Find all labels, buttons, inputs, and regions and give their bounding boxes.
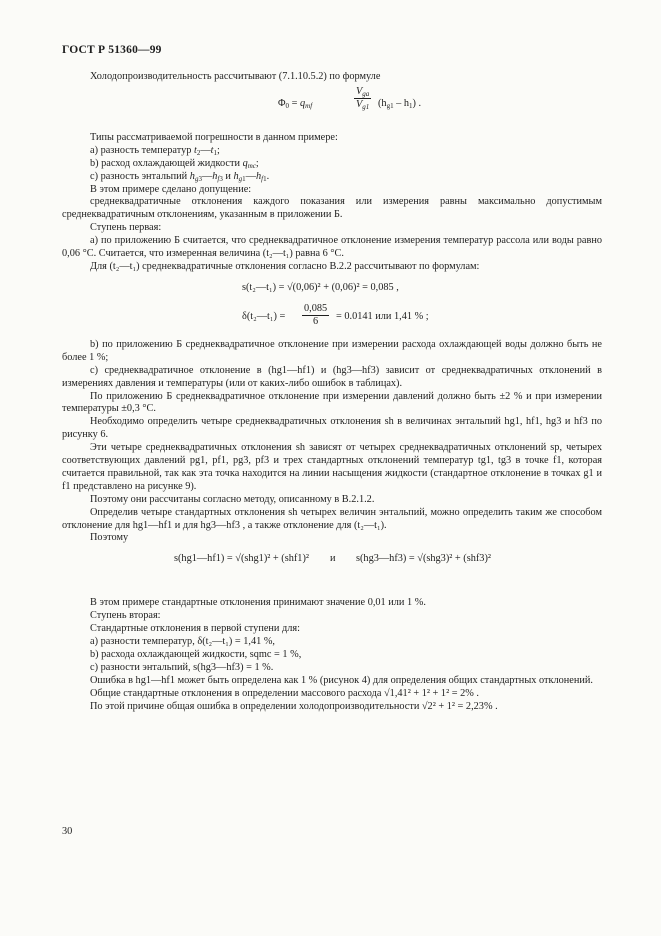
formula-rest3: ) . (412, 97, 422, 109)
step1-for-text: Для (t₂—t₁) среднеквадратичные отклонения согласно В.2.2 рассчитывают по формулам: (90, 260, 480, 272)
step2-intro: Стандартные отклонения в первой ступени для: (90, 623, 300, 635)
document-header: ГОСТ Р 51360—99 (62, 44, 162, 56)
formula-and: и (330, 553, 336, 565)
formula-s-h1: s(hg1—hf1) = √(shg1)² + (shf1)² (174, 553, 309, 565)
formula-eq: = (289, 97, 300, 109)
formula-delta-rhs: = 0.0141 или 1,41 % ; (336, 310, 429, 322)
types-title: Типы рассматриваемой погрешности в данном примере: (90, 131, 338, 143)
step1-p2: Необходимо определить четыре среднеквадратичных отклонения sh в величинах энтальпий hg1, hf1, hg3 и hf3 по рисунку 6. (62, 416, 602, 441)
main-formula (62, 84, 602, 124)
intro-paragraph: Холодопроизводительность рассчитывают (7.1.10.5.2) по формуле (90, 71, 381, 82)
step1-p5: Определив четыре стандартных отклонения sh четырех величин энтальпий, можно определить таким же способом отклонение для hg1—hf1 и для hg3—hf3 , а также отклонение для (t₂—t₁). (62, 506, 602, 531)
formula-rest1-sub: g1 (386, 101, 394, 110)
types-b-text: b) расход охлаждающей жидкости (90, 157, 243, 169)
formula-q: q (300, 97, 306, 109)
assumption-text: среднеквадратичные отклонения каждого показания или измерения равны максимально допустимым среднеквадратичным отклонениям, указанным в приложении Б. (62, 196, 602, 221)
formula-s-h (62, 553, 602, 569)
formula-fraction (354, 86, 371, 111)
formula-s-t-text: s(t₂—t₁) = √(0,06)² + (0,06)² = 0,085 , (242, 281, 399, 293)
types-item-c: с) разность энтальпий $h_{g3}—h_{f3}$ и $h_{g1}—h_{f1}$. (90, 170, 270, 183)
formula-q-sub: mf (305, 101, 313, 110)
fraction-num: V (356, 85, 363, 97)
page-number: 30 (62, 826, 73, 837)
fraction-den-sub: g1 (362, 102, 370, 111)
formula-rest1: (h (378, 97, 387, 109)
formula-delta-t (62, 303, 602, 331)
formula-rest2: – h (393, 97, 410, 109)
step1-p7: В этом примере стандартные отклонения принимают значение 0,01 или 1 %. (90, 597, 426, 609)
delta-num: 0,085 (304, 302, 328, 314)
step2-item-a: а) разности температур, δ(t₂—t₁) = 1,41 %, (90, 636, 275, 648)
types-c-text: с) разность энтальпий (90, 170, 190, 182)
step1-item-c: с) среднеквадратичное отклонение в (hg1—hf1) и (hg3—hf3) зависит от среднеквадратичных отклонений в измерениях давления и температуры (или от каких-либо ошибок в таблицах). (62, 364, 602, 389)
step2-p3: По этой причине общая ошибка в определении холодопроизводительности √2² + 1² = 2,23% . (90, 700, 498, 712)
step1-item-a: а) по приложению Б считается, что среднеквадратичное отклонение измерения температур рассола или воды равно 0,06 °С. Считается, что измеренная величина (t₂—t₁) равна 6 °С. (62, 235, 602, 260)
formula-s-t (62, 282, 602, 295)
formula-lhs: Φ (278, 97, 286, 109)
assumption-intro: В этом примере сделано допущение: (90, 183, 252, 195)
step1-item-b: b) по приложению Б среднеквадратичное отклонение при измерении расхода охлаждающей воды должно быть не более 1 %; (62, 338, 602, 363)
types-item-a: а) разность температур $t_2—t_1$; (90, 144, 220, 157)
fraction-den: V (356, 98, 363, 110)
formula-lhs-sub: 0 (285, 101, 290, 110)
step2-p1: Ошибка в hg1—hf1 может быть определена как 1 % (рисунок 4) для определения общих стандартных отклонений. (90, 674, 593, 686)
step2-item-c: с) разности энтальпий, s(hg3—hf3) = 1 %. (90, 661, 274, 673)
delta-den: 6 (313, 315, 319, 327)
formula-s-h3: s(hg3—hf3) = √(shg3)² + (shf3)² (356, 553, 491, 565)
formula-delta-fraction (302, 303, 329, 328)
step2-item-b: b) расхода охлаждающей жидкости, sqmc = 1 %, (90, 649, 302, 660)
step2-title: Ступень вторая: (90, 610, 161, 622)
step1-title: Ступень первая: (90, 222, 162, 234)
step1-p4: Поэтому они рассчитаны согласно методу, описанному в В.2.1.2. (90, 493, 375, 505)
step1-p1: По приложению Б среднеквадратичное отклонение при измерении давлений должно быть ±2 % и при измерении температуры ±0,3 °С. (62, 390, 602, 415)
types-item-b: b) расход охлаждающей жидкости $q_{mc}$; (90, 157, 259, 170)
step1-p3: Эти четыре среднеквадратичных отклонения sh зависят от четырех среднеквадратичных отклонений sp, четырех соответствующих давлений pg1, pf1, pg3, pf3 и трех стандартных отклонений температур tg1, tg3 в точке f1, которая считается правильной, так как эта точка находится на линии насыщения жидкости (стандартное отклонение в точках g1 и f1 представлено на рисунке 9). (62, 442, 602, 492)
step1-p6: Поэтому (90, 532, 129, 544)
fraction-num-sub: ga (362, 89, 370, 98)
document-body (62, 71, 602, 714)
formula-rest2-sub: 1 (409, 101, 413, 110)
types-a-text: а) разность температур (90, 144, 194, 156)
step2-p2: Общие стандартные отклонения в определении массового расхода √1,41² + 1² + 1² = 2% . (90, 687, 479, 699)
formula-delta-lhs: δ(t₂—t₁) = (242, 310, 286, 322)
